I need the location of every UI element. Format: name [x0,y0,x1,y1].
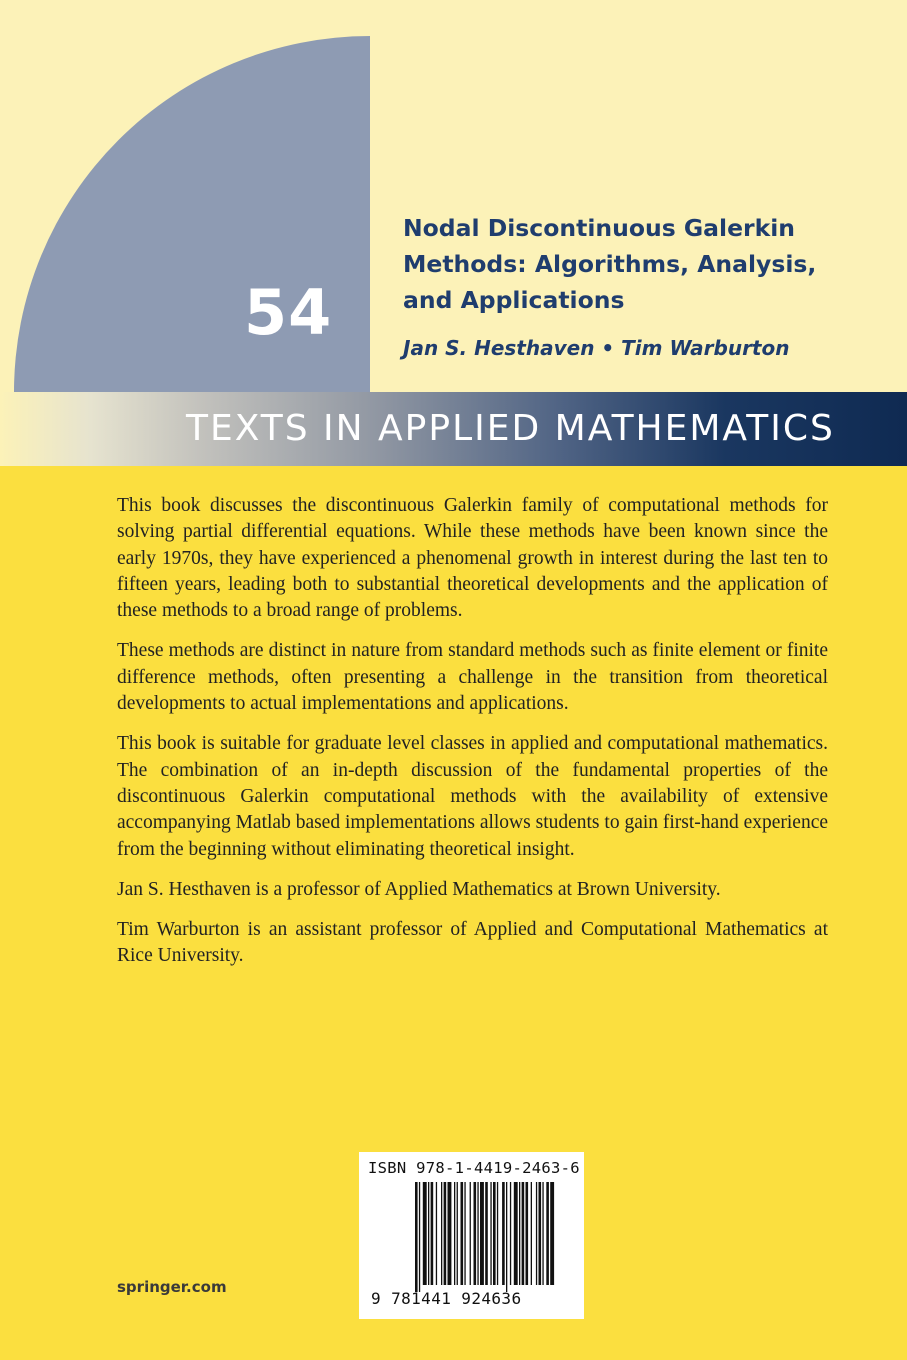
publisher-url: springer.com [117,1278,227,1296]
description-paragraph: This book discusses the discontinuous Galerkin family of computational methods for solving partial differential equations. While these methods have been known since the early 1970s, they have experienced a phenomenal growth in interest during the last ten to fifteen years, leading both to substantial theoretical developments and the application of these methods to a broad range of problems. [117,495,828,622]
back-cover-description [117,493,828,984]
barcode-bar [550,1182,554,1285]
barcode-digits: 9 781441 924636 [371,1289,522,1308]
barcode-bar [536,1182,537,1285]
barcode-bar [457,1182,458,1285]
barcode-bar [485,1182,488,1285]
barcode-bar [526,1182,529,1285]
series-number: 54 [244,276,333,349]
barcode-bar [474,1182,477,1285]
barcode-bar [502,1182,505,1285]
barcode-bar [470,1182,471,1285]
barcode-bar [522,1182,525,1285]
barcode-bar [431,1182,434,1285]
barcode-bar [444,1182,447,1285]
barcode-bar [539,1182,542,1285]
barcode-bar [531,1182,532,1285]
barcode-bar [461,1182,464,1285]
barcode-bar [477,1182,478,1285]
barcode-bar [480,1182,484,1285]
barcode-bar [514,1182,518,1285]
series-name: TEXTS IN APPLIED MATHEMATICS [186,408,835,449]
barcode-bar [519,1182,520,1285]
barcode-bar [510,1182,511,1285]
barcode-bar [454,1182,455,1285]
barcode-bar [490,1182,491,1285]
barcode-bar [415,1182,418,1292]
barcode-bar [423,1182,427,1285]
barcode-bar [441,1182,442,1285]
book-authors: Jan S. Hesthaven • Tim Warburton [403,336,790,360]
barcode-panel [359,1152,584,1319]
barcode-bar [493,1182,496,1285]
description-paragraph: These methods are distinct in nature from standard methods such as finite element or finite difference methods, often presenting a challenge in the transition from theoretical developments to actual implementations and applications. [117,640,828,715]
barcode-bar [448,1182,452,1285]
barcode-bar [464,1182,465,1285]
barcode-bar [419,1182,420,1292]
isbn-label: ISBN 978-1-4419-2463-6 [368,1159,580,1177]
description-paragraph: This book is suitable for graduate level classes in applied and computational mathematics. The combination of an in-depth discussion of the fundamental properties of the discontinuous Galerkin computational methods with the availability of extensive accompanying Matlab based implementations allows students to gain first-hand experience from the beginning without eliminating theoretical insight. [117,733,829,860]
barcode-bar [497,1182,498,1285]
author-bio: Jan S. Hesthaven is a professor of Applied Mathematics at Brown University. [117,878,721,900]
barcode-bar [542,1182,543,1285]
series-quarter-arc [0,0,907,392]
barcode-bar [546,1182,549,1285]
book-title: Nodal Discontinuous Galerkin Methods: Algorithms, Analysis, and Applications [403,214,817,314]
barcode-bar [436,1182,437,1285]
author-bio: Tim Warburton is an assistant professor of Applied and Computational Mathematics at Rice University. [117,919,828,967]
barcode-bar [506,1182,507,1292]
barcode-bar [428,1182,429,1285]
